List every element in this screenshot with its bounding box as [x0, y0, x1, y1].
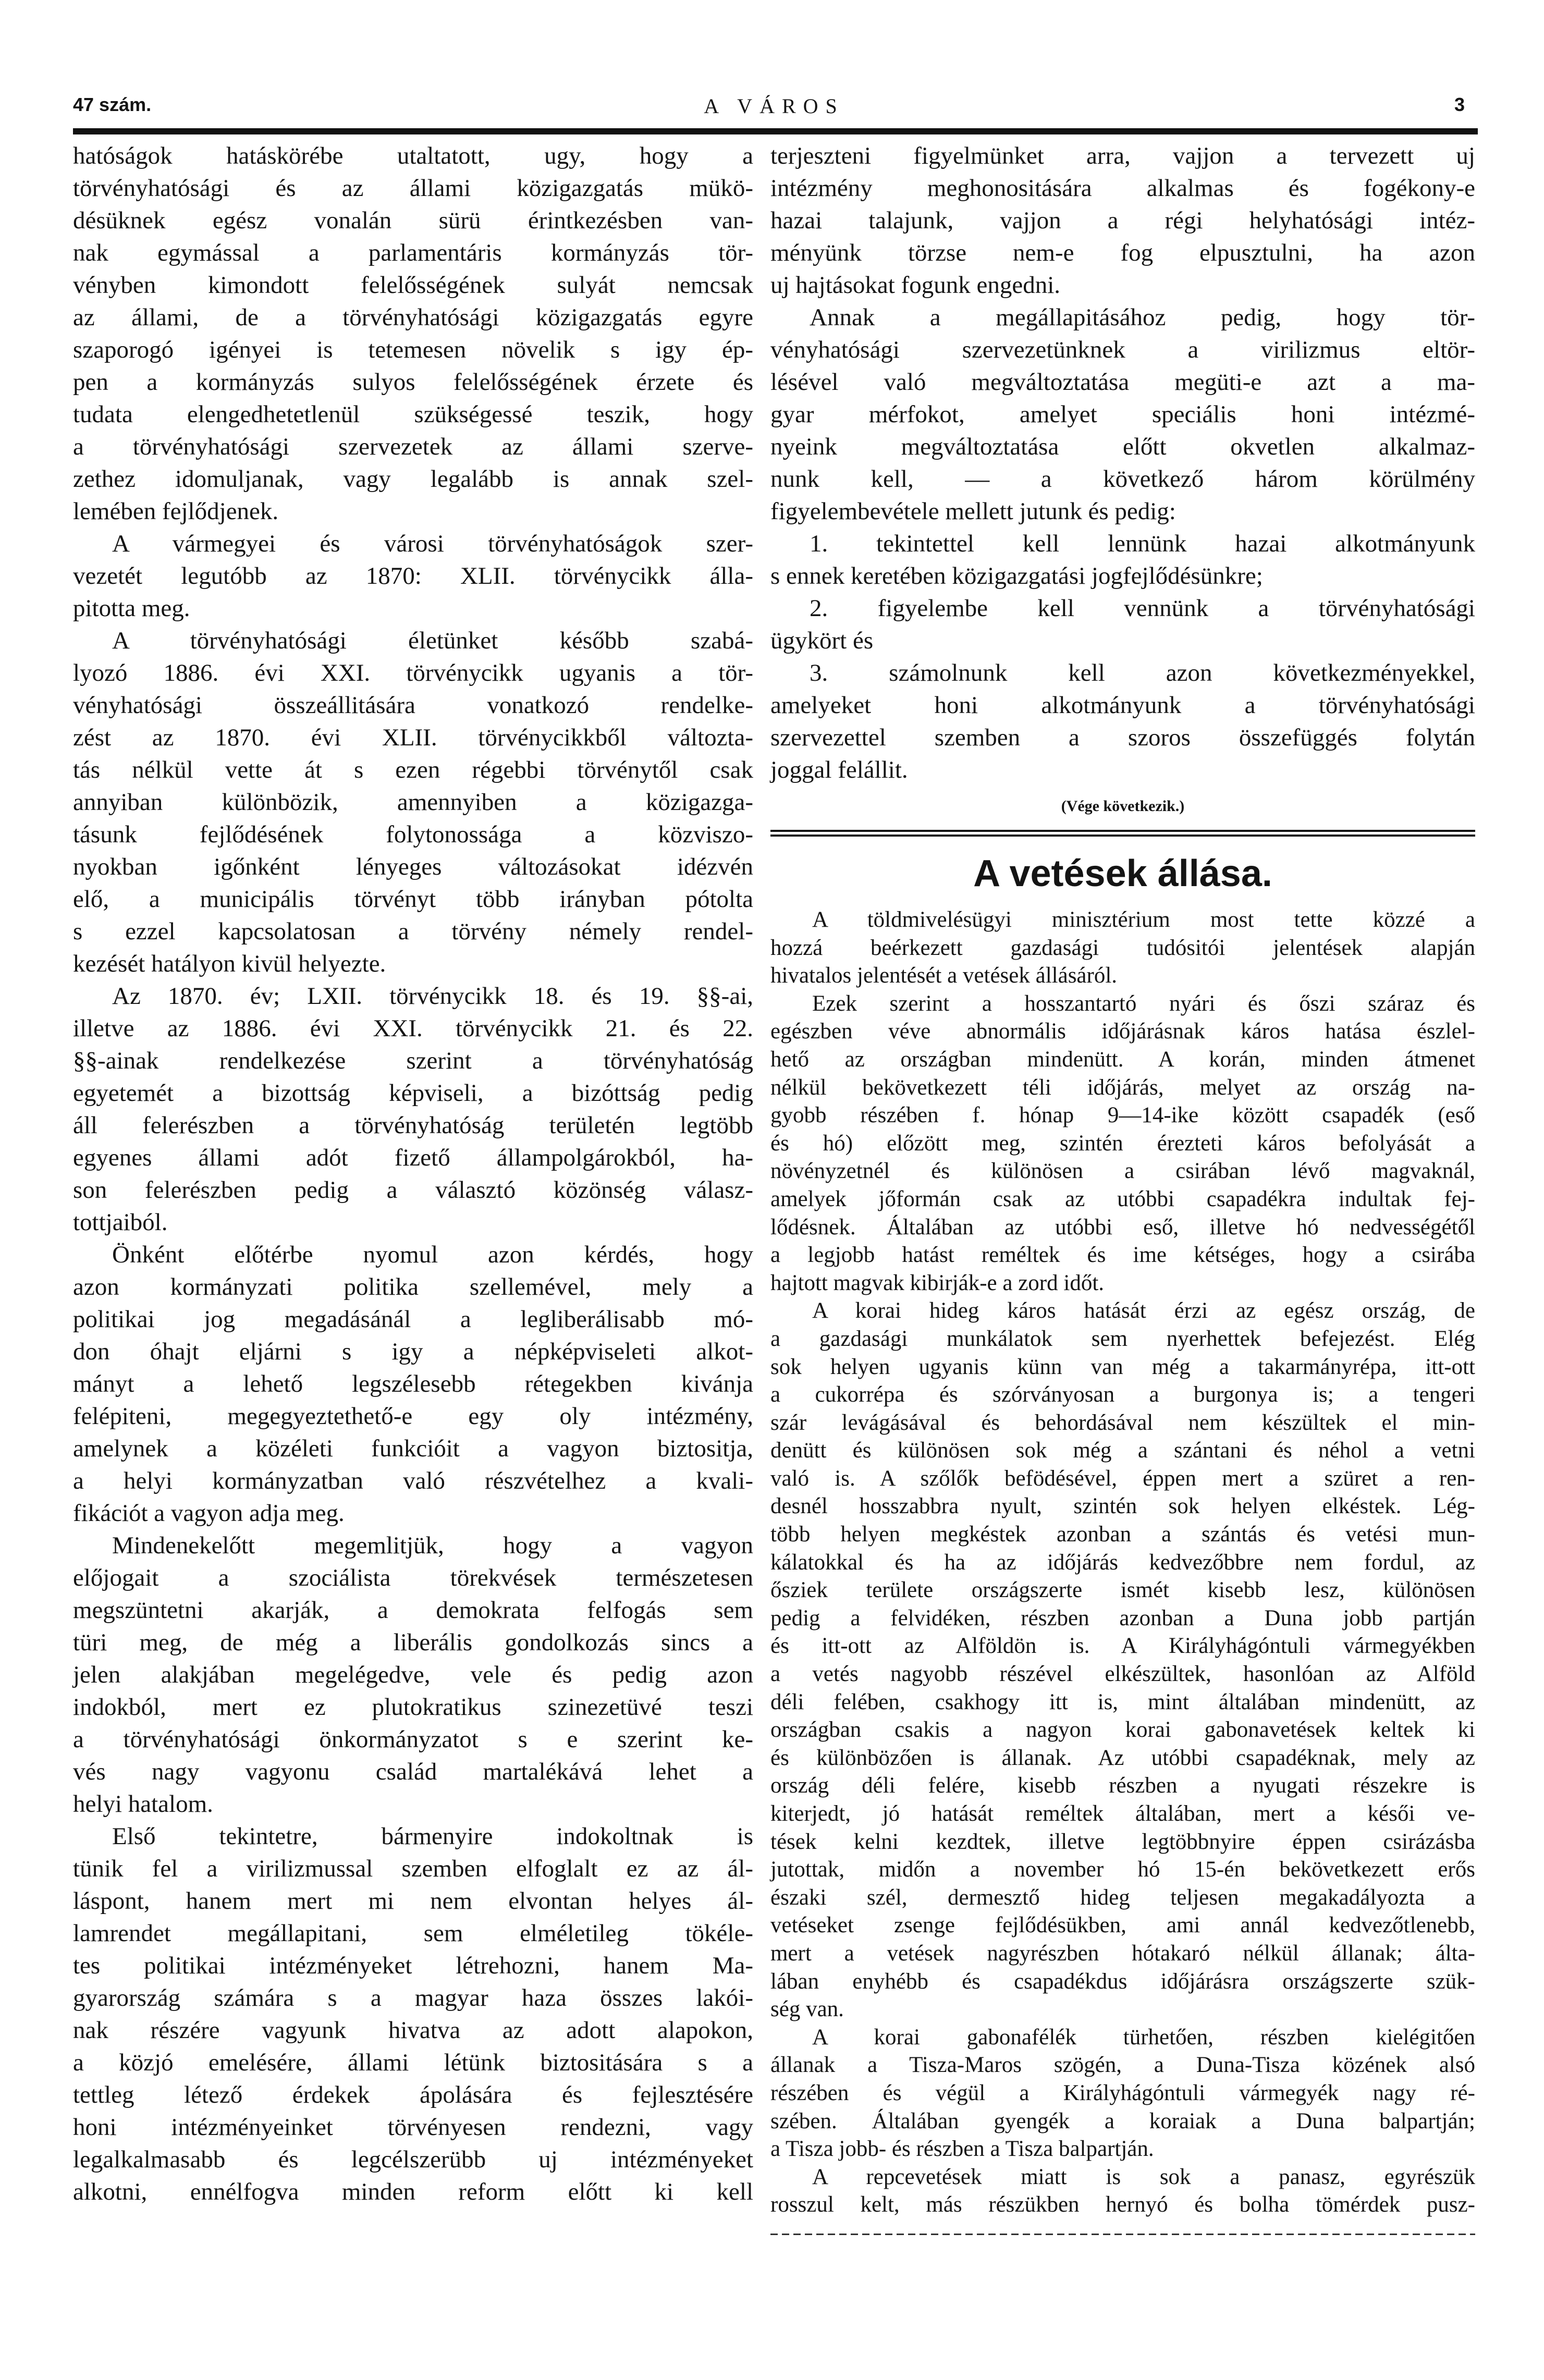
text-line: hazai talajunk, vajjon a régi helyhatósági intéz-: [770, 207, 1475, 234]
text-line: állanak a Tisza-Maros szögén, a Duna-Tisza közének alsó: [770, 2053, 1475, 2078]
left-column: [73, 140, 753, 2208]
text-line: Mindenekelőtt megemlitjük, hogy a vagyon: [112, 1532, 753, 1559]
text-line: vetéseket zsenge fejlődésükben, ami annál kedvezőtlenebb,: [770, 1913, 1475, 1938]
text-line: tések kelni kezdtek, illetve legtöbbnyire éppen csirázásba: [770, 1829, 1475, 1854]
paragraph: [73, 1529, 753, 1820]
text-line: hatóságok hatáskörébe utaltatott, ugy, hogy a: [73, 142, 753, 169]
text-line: terjeszteni figyelmünket arra, vajjon a tervezett uj: [770, 142, 1475, 169]
paragraph: [770, 140, 1475, 301]
text-line: lődésnek. Általában az utóbbi eső, illetve hó nedvességétől: [770, 1214, 1475, 1240]
text-line: szervezettel szemben a szoros összefüggés folytán: [770, 724, 1475, 751]
text-line: legalkalmasabb és legcélszerübb uj intézményeket: [73, 2146, 753, 2173]
text-line: részében és végül a Királyhágóntuli vármegyék nagy ré-: [770, 2080, 1475, 2105]
section-divider: [770, 830, 1475, 832]
text-line: gyobb részében f. hónap 9—14-ike között csapadék (eső: [770, 1103, 1475, 1128]
text-line: pedig a felvidéken, részben azonban a Duna jobb partján: [770, 1605, 1475, 1630]
page-number: 3: [1454, 94, 1465, 115]
text-line: gyar mérfokot, amelyet speciális honi intézmé-: [770, 401, 1475, 428]
text-line: szében. Általában gyengék a koraiak a Duna balpartján;: [770, 2108, 1475, 2133]
text-line: országban csakis a nagyon korai gabonavetések keltek ki: [770, 1717, 1475, 1743]
text-line: ország déli felére, kisebb részben a nyugati részekre is: [770, 1773, 1475, 1798]
text-line: helyi hatalom.: [73, 1790, 213, 1818]
text-line: a törvényhatósági önkormányzatot s e szerint ke-: [73, 1726, 753, 1753]
text-line: több helyen megkéstek azonban a szántás és vetési mun-: [770, 1522, 1475, 1547]
text-line: vés nagy vagyonu család martalékává lehet a: [73, 1758, 753, 1785]
text-line: vényben kimondott felelősségének sulyát nemcsak: [73, 272, 753, 299]
text-line: nyokban igőnként lényeges változásokat idézvén: [73, 853, 753, 880]
paragraph: [73, 1238, 753, 1529]
page-header: [73, 94, 1475, 125]
text-line: politikai jog megadásánál a legliberálisabb mó-: [73, 1306, 753, 1333]
text-line: kiterjedt, jó hatását reméltek általában, mert a késői ve-: [770, 1801, 1475, 1826]
text-line: a helyi kormányzatban való részvételhez a kvali-: [73, 1467, 753, 1494]
paragraph: [770, 657, 1475, 786]
text-line: Az 1870. év; LXII. törvénycikk 18. és 19. §§-ai,: [112, 983, 753, 1010]
text-line: pen a kormányzás sulyos felelősségének érzete és: [73, 369, 753, 396]
text-line: amelynek a közéleti funkcióit a vagyon biztositja,: [73, 1435, 753, 1462]
text-line: zést az 1870. évi XLII. törvénycikkből változta-: [73, 724, 753, 751]
article-title: A vetések állása.: [973, 853, 1272, 894]
paragraph: [770, 301, 1475, 527]
text-line: denütt és különösen sok még a szántani és néhol a vetni: [770, 1438, 1475, 1463]
text-line: a törvényhatósági szervezetek az állami szerve-: [73, 433, 753, 460]
issue-number: 47 szám.: [73, 94, 152, 115]
text-line: előjogait a szociálista törekvések természetesen: [73, 1564, 753, 1591]
text-line: tes politikai intézményeket létrehozni, hanem Ma-: [73, 1952, 753, 1979]
text-line: A töldmivelésügyi minisztérium most tette közzé a: [812, 907, 1475, 932]
text-line: alkotni, ennélfogva minden reform előtt ki kell: [73, 2178, 753, 2205]
text-line: A korai hideg káros hatását érzi az egész ország, de: [812, 1298, 1475, 1323]
text-line: egészben véve abnormális időjárásnak káros hatása észlel-: [770, 1019, 1475, 1044]
text-line: mert a vetések nagyrészben hótakaró nélkül állanak; álta-: [770, 1941, 1475, 1966]
paragraph: [73, 140, 753, 527]
text-line: vényhatósági összeállitására vonatkozó rendelke-: [73, 692, 753, 719]
text-line: az állami, de a törvényhatósági közigazgatás egyre: [73, 304, 753, 331]
text-line: annyiban különbözik, amennyiben a közigazga-: [73, 789, 753, 816]
text-line: s ennek keretében közigazgatási jogfejlődésünkre;: [770, 562, 1263, 590]
text-line: és különbözően is állanak. Az utóbbi csapadéknak, mely az: [770, 1745, 1475, 1770]
continued-note: (Vége következik.): [1061, 798, 1185, 815]
text-line: egyenes állami adót fizető állampolgárokból, ha-: [73, 1144, 753, 1171]
text-line: elő, a municipális törvényt több irányban pótolta: [73, 886, 753, 913]
text-line: szaporogó igényei is tetemesen növelik s igy ép-: [73, 336, 753, 363]
text-line: nak egymással a parlamentáris kormányzás tör-: [73, 239, 753, 266]
text-line: felépiteni, megegyeztethető-e egy oly intézmény,: [73, 1403, 753, 1430]
text-line: tottjaiból.: [73, 1209, 168, 1236]
text-line: don óhajt eljárni s igy a népképviseleti alkot-: [73, 1338, 753, 1365]
text-line: lában enyhébb és csapadékdus időjárásra országszerte szük-: [770, 1969, 1475, 1994]
text-line: kezését hatályon kivül helyezte.: [73, 950, 386, 977]
text-line: nélkül bekövetkezett téli időjárás, melyet az ország na-: [770, 1075, 1475, 1100]
paragraph: [73, 527, 753, 624]
text-line: nunk kell, — a következő három körülmény: [770, 465, 1475, 493]
section-divider: [770, 835, 1475, 837]
text-line: Annak a megállapitásához pedig, hogy tör-: [810, 304, 1475, 331]
paragraph: [73, 1820, 753, 2208]
paragraph: [770, 1297, 1475, 2023]
text-line: Önként előtérbe nyomul azon kérdés, hogy: [112, 1241, 753, 1268]
paragraph: [770, 527, 1475, 592]
article-body: [770, 906, 1475, 2219]
text-line: A korai gabonafélék türhetően, részben kielégitően: [812, 2025, 1475, 2050]
text-line: zethez idomuljanak, vagy legalább is annak szel-: [73, 465, 753, 493]
text-line: azon kormányzati politika szellemével, mely a: [73, 1273, 753, 1301]
text-line: a legjobb hatást reméltek és ime kétséges, hogy a csirába: [770, 1243, 1475, 1268]
text-line: a közjó emelésére, állami létünk biztositására s a: [73, 2049, 753, 2076]
text-line: Ezek szerint a hosszantartó nyári és őszi száraz és: [812, 991, 1475, 1016]
text-line: amelyek jőformán csak az utóbbi csapadékra indultak fej-: [770, 1186, 1475, 1211]
paragraph: [770, 2023, 1475, 2163]
text-line: lésével való megváltoztatása megüti-e azt a ma-: [770, 369, 1475, 396]
text-line: kálatokkal és ha az időjárás kedvezőbbre nem fordul, az: [770, 1550, 1475, 1575]
text-line: pitotta meg.: [73, 595, 190, 622]
text-line: tás nélkül vette át s ezen régebbi törvénytől csak: [73, 756, 753, 783]
text-line: ség van.: [770, 1997, 844, 2022]
text-line: ügykört és: [770, 627, 874, 654]
text-line: intézmény meghonositására alkalmas és fogékony-e: [770, 175, 1475, 202]
text-line: és itt-ott az Alföldön is. A Királyhágóntuli vármegyékben: [770, 1634, 1475, 1659]
text-line: amelyeket honi alkotmányunk a törvényhatósági: [770, 692, 1475, 719]
text-line: fikációt a vagyon adja meg.: [73, 1500, 345, 1527]
text-line: és hó) előzött meg, szintén érezteti káros befolyását a: [770, 1131, 1475, 1156]
text-line: hivatalos jelentését a vetések állásáról.: [770, 963, 1118, 988]
text-line: son felerészben pedig a választó közönség válasz-: [73, 1176, 753, 1204]
text-line: déli felében, csakhogy itt is, mint általában mindenütt, az: [770, 1689, 1475, 1714]
text-line: megszüntetni akarják, a demokrata felfogás sem: [73, 1597, 753, 1624]
text-line: ősziek területe országszerte ismét kisebb lesz, különösen: [770, 1578, 1475, 1603]
text-line: tásunk fejlődésének folytonossága a közviszo-: [73, 821, 753, 848]
text-line: vényhatósági szervezetünknek a virilizmus eltör-: [770, 336, 1475, 363]
text-line: jelen alakjában megelégedve, vele és pedig azon: [73, 1661, 753, 1688]
text-line: növényzetnél és különösen a csirában lévő magvaknál,: [770, 1159, 1475, 1184]
text-line: tettleg létező érdekek ápolására és fejlesztésére: [73, 2081, 753, 2108]
text-line: áll felerészben a törvényhatóság területén legtöbb: [73, 1112, 753, 1139]
text-line: A repcevetések miatt is sok a panasz, egyrészük: [812, 2164, 1475, 2189]
text-line: szár levágásával és behordásával nem készültek el min-: [770, 1410, 1475, 1435]
text-line: illetve az 1886. évi XXI. törvénycikk 21. és 22.: [73, 1015, 753, 1042]
header-rule: [73, 128, 1478, 134]
text-line: mányt a lehető legszélesebb rétegekben kivánja: [73, 1370, 753, 1397]
text-line: joggal felállit.: [770, 756, 908, 783]
paragraph: [770, 2163, 1475, 2219]
text-line: indokból, mert ez plutokratikus szinezetüvé teszi: [73, 1694, 753, 1721]
right-column-top: [770, 140, 1475, 786]
paragraph: [770, 906, 1475, 990]
text-line: törvényhatósági és az állami közigazgatás mükö-: [73, 175, 753, 202]
text-line: 3. számolnunk kell azon következményekkel,: [810, 659, 1475, 686]
paragraph: [73, 980, 753, 1238]
text-line: hető az országban mindenütt. A korán, minden átmenet: [770, 1047, 1475, 1072]
text-line: gyarország számára s a magyar haza összes lakói-: [73, 1984, 753, 2011]
paragraph: [73, 624, 753, 980]
text-line: a vetés nagyobb részével elkészültek, hasonlóan az Alföld: [770, 1662, 1475, 1687]
text-line: sok helyen ugyanis künn van még a takarmányrépa, itt-ott: [770, 1354, 1475, 1379]
text-line: ményünk törzse nem-e fog elpusztulni, ha azon: [770, 239, 1475, 266]
text-line: láspont, hanem mert mi nem elvontan helyes ál-: [73, 1887, 753, 1915]
text-line: figyelembevétele mellett jutunk és pedig:: [770, 498, 1176, 525]
text-line: lemében fejlődjenek.: [73, 498, 279, 525]
text-line: való is. A szőlők befödésével, éppen mert a szüret a ren-: [770, 1466, 1475, 1491]
text-line: a gazdasági munkálatok sem nyerhettek befejezést. Elég: [770, 1326, 1475, 1351]
text-line: s ezzel kapcsolatosan a törvény némely rendel-: [73, 918, 753, 945]
paragraph: [770, 990, 1475, 1297]
text-line: nyeink megváltoztatása előtt okvetlen alkalmaz-: [770, 433, 1475, 460]
text-line: Első tekintetre, bármenyire indokoltnak is: [112, 1823, 753, 1850]
text-line: tudata elengedhetetlenül szükségessé teszik, hogy: [73, 401, 753, 428]
paragraph: [770, 592, 1475, 657]
text-line: A vármegyei és városi törvényhatóságok szer-: [112, 530, 753, 557]
text-line: 2. figyelembe kell vennünk a törvényhatósági: [810, 595, 1475, 622]
text-line: desnél hosszabbra nyult, szintén sok helyen elkéstek. Lég-: [770, 1494, 1475, 1519]
text-line: türi meg, de még a liberális gondolkozás sincs a: [73, 1629, 753, 1656]
text-line: vezetét legutóbb az 1870: XLII. törvénycikk álla-: [73, 562, 753, 590]
text-line: a Tisza jobb- és részben a Tisza balpartján.: [770, 2137, 1154, 2162]
text-line: rosszul kelt, más részükben hernyó és bolha tömérdek pusz-: [770, 2192, 1475, 2217]
text-line: §§-ainak rendelkezése szerint a törvényhatóság: [73, 1047, 753, 1074]
text-line: A törvényhatósági életünket később szabá-: [112, 627, 753, 654]
text-line: tünik fel a virilizmussal szemben elfoglalt ez az ál-: [73, 1855, 753, 1882]
text-line: a cukorrépa és szórványosan a burgonya is; a tengeri: [770, 1382, 1475, 1407]
text-line: hozzá beérkezett gazdasági tudósitói jelentések alapján: [770, 935, 1475, 960]
text-line: északi szél, dermesztő hideg teljesen megakadályozta a: [770, 1885, 1475, 1910]
text-line: lyozó 1886. évi XXI. törvénycikk ugyanis a tör-: [73, 659, 753, 686]
text-line: honi intézményeinket törvényesen rendezni, vagy: [73, 2114, 753, 2141]
text-line: jutottak, midőn a november hó 15-én bekövetkezett erős: [770, 1857, 1475, 1882]
text-line: lamrendet megállapitani, sem elméletileg tökéle-: [73, 1920, 753, 1947]
bottom-rule: [770, 2234, 1475, 2235]
text-line: egyetemét a bizottság képviseli, a bizóttság pedig: [73, 1079, 753, 1107]
text-line: 1. tekintettel kell lennünk hazai alkotmányunk: [810, 530, 1475, 557]
text-line: hajtott magvak kibirják-e a zord időt.: [770, 1270, 1105, 1295]
text-line: nak részére vagyunk hivatva az adott alapokon,: [73, 2017, 753, 2044]
text-line: désüknek egész vonalán sürü érintkezésben van-: [73, 207, 753, 234]
newspaper-title: A VÁROS: [704, 94, 844, 118]
text-line: uj hajtásokat fogunk engedni.: [770, 272, 1061, 299]
